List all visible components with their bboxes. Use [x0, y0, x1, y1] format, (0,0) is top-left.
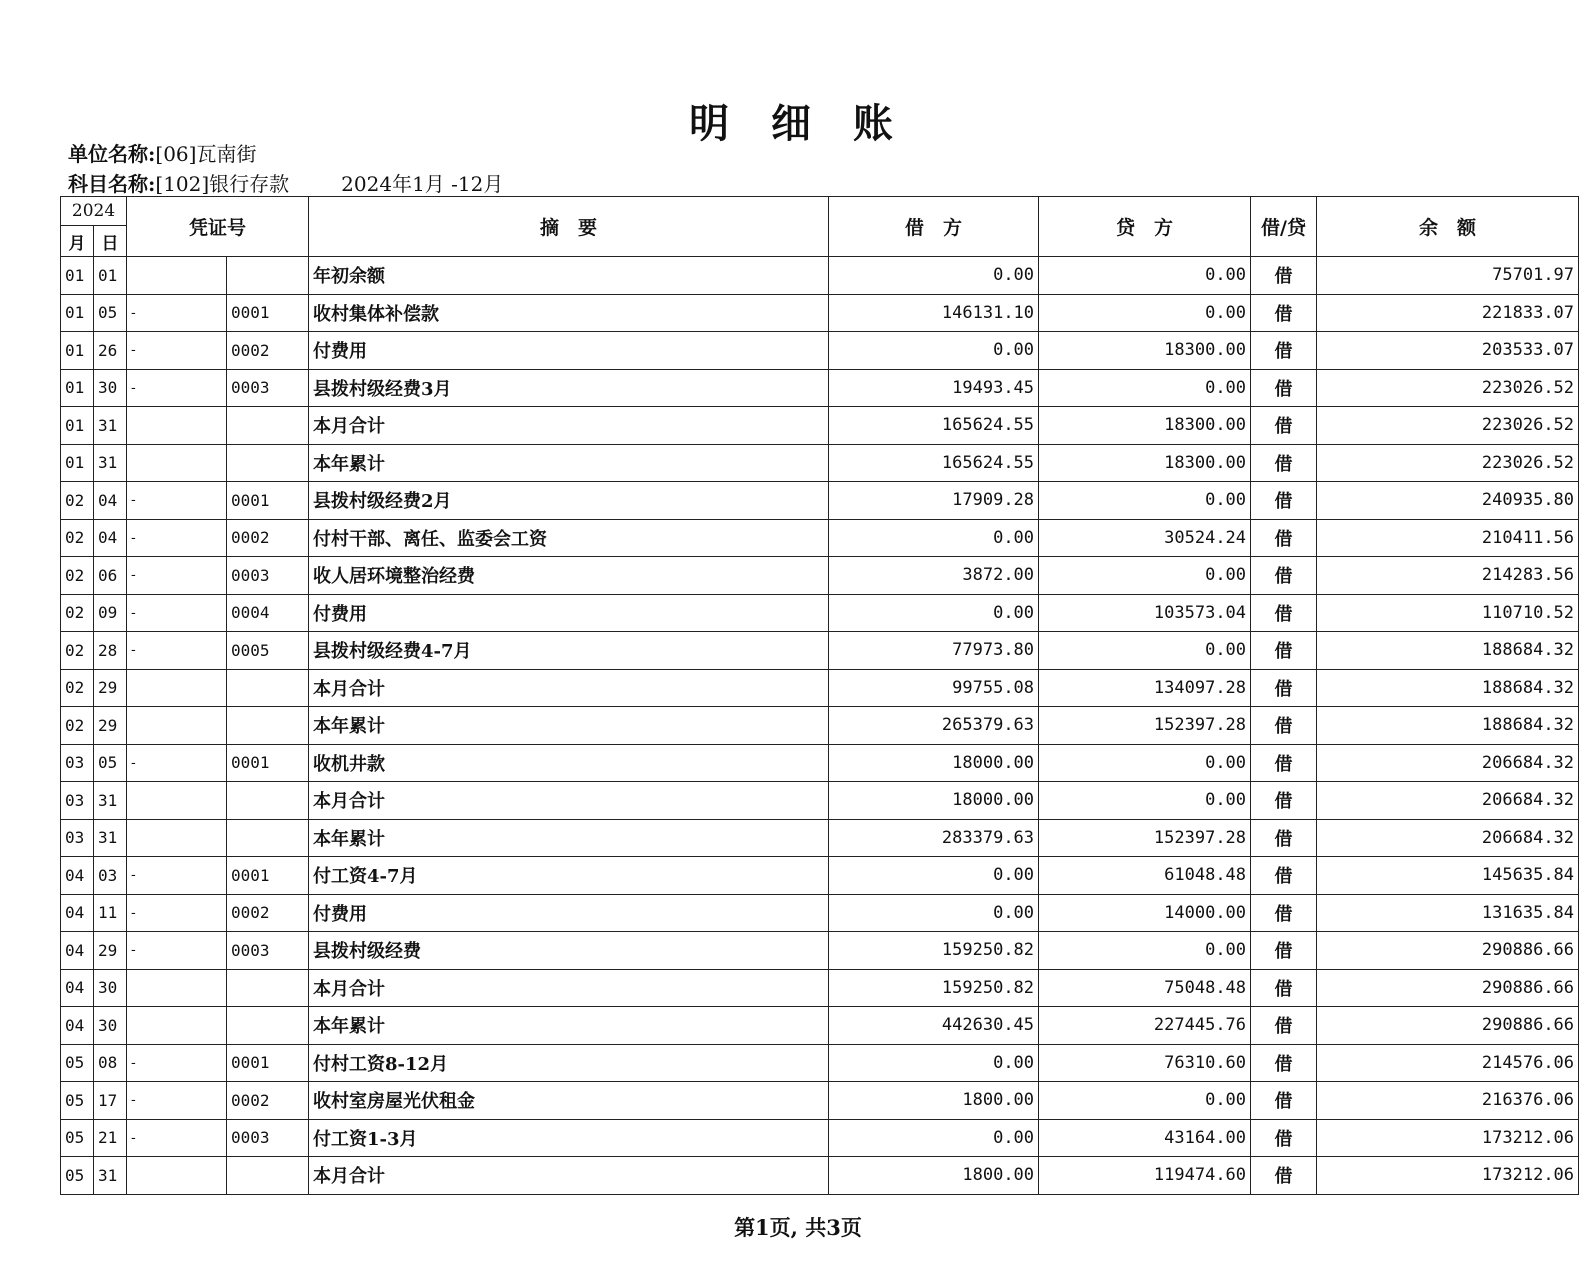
- direction-cell: 借: [1251, 857, 1317, 895]
- table-row: [61, 482, 1579, 520]
- direction-cell: 借: [1251, 482, 1317, 520]
- balance-cell: 290886.66: [1317, 969, 1579, 1007]
- voucher-type-cell: [127, 1157, 227, 1195]
- debit-cell: 442630.45: [829, 1007, 1039, 1045]
- debit-cell: 3872.00: [829, 557, 1039, 595]
- direction-cell: 借: [1251, 369, 1317, 407]
- direction-cell: 借: [1251, 707, 1317, 745]
- debit-cell: 283379.63: [829, 819, 1039, 857]
- credit-cell: 18300.00: [1039, 407, 1251, 445]
- unit-label: 单位名称:: [68, 142, 156, 166]
- day-cell: 01: [94, 257, 127, 295]
- debit-cell: 0.00: [829, 257, 1039, 295]
- voucher-number-cell: [227, 782, 309, 820]
- debit-cell: 0.00: [829, 894, 1039, 932]
- balance-cell: 216376.06: [1317, 1082, 1579, 1120]
- voucher-type-cell: [127, 1007, 227, 1045]
- unit-value: [06]瓦南街: [155, 142, 257, 166]
- day-cell: 06: [94, 557, 127, 595]
- day-cell: 30: [94, 369, 127, 407]
- debit-cell: 99755.08: [829, 669, 1039, 707]
- balance-cell: 131635.84: [1317, 894, 1579, 932]
- debit-cell: 0.00: [829, 857, 1039, 895]
- voucher-number-cell: 0002: [227, 894, 309, 932]
- balance-cell: 206684.32: [1317, 819, 1579, 857]
- table-row: [61, 744, 1579, 782]
- credit-cell: 134097.28: [1039, 669, 1251, 707]
- day-cell: 28: [94, 632, 127, 670]
- month-cell: 02: [61, 594, 94, 632]
- balance-cell: 290886.66: [1317, 1007, 1579, 1045]
- credit-cell: 152397.28: [1039, 819, 1251, 857]
- month-cell: 04: [61, 969, 94, 1007]
- voucher-number-cell: 0004: [227, 594, 309, 632]
- voucher-number-cell: [227, 819, 309, 857]
- voucher-type-cell: [127, 257, 227, 295]
- month-cell: 04: [61, 1007, 94, 1045]
- voucher-type-cell: -: [127, 519, 227, 557]
- month-cell: 04: [61, 894, 94, 932]
- voucher-type-cell: [127, 669, 227, 707]
- balance-cell: 240935.80: [1317, 482, 1579, 520]
- credit-cell: 61048.48: [1039, 857, 1251, 895]
- credit-cell: 0.00: [1039, 257, 1251, 295]
- summary-cell: 收村集体补偿款: [309, 294, 829, 332]
- table-row: [61, 669, 1579, 707]
- table-row: [61, 1082, 1579, 1120]
- balance-cell: 223026.52: [1317, 369, 1579, 407]
- voucher-number-cell: 0001: [227, 294, 309, 332]
- debit-cell: 0.00: [829, 594, 1039, 632]
- debit-cell: 165624.55: [829, 444, 1039, 482]
- voucher-number-cell: 0002: [227, 332, 309, 370]
- direction-cell: 借: [1251, 744, 1317, 782]
- debit-cell: 0.00: [829, 519, 1039, 557]
- summary-cell: 本月合计: [309, 969, 829, 1007]
- year-header: 2024: [61, 197, 127, 226]
- table-row: [61, 294, 1579, 332]
- direction-cell: 借: [1251, 1157, 1317, 1195]
- table-row: [61, 594, 1579, 632]
- credit-cell: 103573.04: [1039, 594, 1251, 632]
- balance-cell: 203533.07: [1317, 332, 1579, 370]
- summary-cell: 本年累计: [309, 1007, 829, 1045]
- voucher-type-cell: -: [127, 932, 227, 970]
- balance-cell: 110710.52: [1317, 594, 1579, 632]
- table-row: [61, 969, 1579, 1007]
- credit-cell: 119474.60: [1039, 1157, 1251, 1195]
- voucher-type-cell: [127, 819, 227, 857]
- day-cell: 30: [94, 1007, 127, 1045]
- direction-cell: 借: [1251, 444, 1317, 482]
- voucher-type-cell: -: [127, 482, 227, 520]
- voucher-number-cell: 0002: [227, 519, 309, 557]
- voucher-number-cell: [227, 257, 309, 295]
- month-cell: 03: [61, 744, 94, 782]
- month-cell: 02: [61, 632, 94, 670]
- debit-cell: 18000.00: [829, 782, 1039, 820]
- voucher-number-cell: 0005: [227, 632, 309, 670]
- summary-cell: 付工资1-3月: [309, 1119, 829, 1157]
- summary-cell: 本年累计: [309, 707, 829, 745]
- direction-cell: 借: [1251, 257, 1317, 295]
- debit-cell: 265379.63: [829, 707, 1039, 745]
- direction-cell: 借: [1251, 407, 1317, 445]
- table-row: [61, 444, 1579, 482]
- day-cell: 30: [94, 969, 127, 1007]
- summary-cell: 付费用: [309, 594, 829, 632]
- voucher-type-cell: -: [127, 857, 227, 895]
- summary-cell: 付费用: [309, 332, 829, 370]
- table-row: [61, 369, 1579, 407]
- summary-cell: 县拨村级经费3月: [309, 369, 829, 407]
- voucher-number-cell: [227, 1007, 309, 1045]
- day-cell: 29: [94, 932, 127, 970]
- day-cell: 04: [94, 519, 127, 557]
- debit-cell: 17909.28: [829, 482, 1039, 520]
- voucher-type-cell: -: [127, 632, 227, 670]
- month-cell: 05: [61, 1044, 94, 1082]
- month-cell: 02: [61, 519, 94, 557]
- table-row: [61, 1119, 1579, 1157]
- balance-cell: 214283.56: [1317, 557, 1579, 595]
- debit-cell: 1800.00: [829, 1157, 1039, 1195]
- day-cell: 31: [94, 1157, 127, 1195]
- day-cell: 31: [94, 444, 127, 482]
- voucher-number-cell: 0003: [227, 932, 309, 970]
- month-cell: 05: [61, 1082, 94, 1120]
- month-cell: 03: [61, 819, 94, 857]
- voucher-type-cell: -: [127, 744, 227, 782]
- credit-cell: 0.00: [1039, 744, 1251, 782]
- voucher-type-cell: -: [127, 594, 227, 632]
- voucher-number-cell: 0001: [227, 857, 309, 895]
- day-cell: 29: [94, 707, 127, 745]
- credit-cell: 0.00: [1039, 782, 1251, 820]
- balance-header: 余 额: [1317, 197, 1579, 257]
- voucher-type-cell: [127, 707, 227, 745]
- month-cell: 01: [61, 369, 94, 407]
- month-cell: 01: [61, 407, 94, 445]
- day-cell: 05: [94, 294, 127, 332]
- voucher-type-cell: -: [127, 332, 227, 370]
- credit-cell: 0.00: [1039, 557, 1251, 595]
- voucher-number-cell: 0001: [227, 1044, 309, 1082]
- credit-cell: 75048.48: [1039, 969, 1251, 1007]
- debit-cell: 0.00: [829, 1044, 1039, 1082]
- voucher-number-cell: 0003: [227, 557, 309, 595]
- day-cell: 21: [94, 1119, 127, 1157]
- credit-cell: 43164.00: [1039, 1119, 1251, 1157]
- voucher-type-cell: [127, 969, 227, 1007]
- summary-cell: 本年累计: [309, 819, 829, 857]
- summary-header: 摘 要: [309, 197, 829, 257]
- direction-cell: 借: [1251, 557, 1317, 595]
- balance-cell: 223026.52: [1317, 407, 1579, 445]
- credit-cell: 14000.00: [1039, 894, 1251, 932]
- balance-cell: 188684.32: [1317, 707, 1579, 745]
- direction-cell: 借: [1251, 1082, 1317, 1120]
- voucher-number-cell: [227, 444, 309, 482]
- voucher-header: 凭证号: [127, 197, 309, 257]
- month-header: 月: [61, 226, 94, 257]
- summary-cell: 付村干部、离任、监委会工资: [309, 519, 829, 557]
- summary-cell: 县拨村级经费4-7月: [309, 632, 829, 670]
- debit-cell: 146131.10: [829, 294, 1039, 332]
- voucher-number-cell: [227, 669, 309, 707]
- credit-cell: 0.00: [1039, 294, 1251, 332]
- voucher-number-cell: [227, 969, 309, 1007]
- debit-cell: 1800.00: [829, 1082, 1039, 1120]
- summary-cell: 本月合计: [309, 407, 829, 445]
- day-cell: 11: [94, 894, 127, 932]
- credit-cell: 152397.28: [1039, 707, 1251, 745]
- voucher-number-cell: [227, 1157, 309, 1195]
- credit-cell: 0.00: [1039, 482, 1251, 520]
- balance-cell: 75701.97: [1317, 257, 1579, 295]
- voucher-number-cell: [227, 407, 309, 445]
- summary-cell: 本月合计: [309, 782, 829, 820]
- balance-cell: 206684.32: [1317, 782, 1579, 820]
- balance-cell: 214576.06: [1317, 1044, 1579, 1082]
- subject-name: [68, 168, 503, 197]
- voucher-number-cell: [227, 707, 309, 745]
- month-cell: 02: [61, 669, 94, 707]
- day-cell: 08: [94, 1044, 127, 1082]
- voucher-type-cell: [127, 782, 227, 820]
- balance-cell: 221833.07: [1317, 294, 1579, 332]
- subject-value: [102]银行存款: [155, 172, 290, 196]
- page-footer: 第1页, 共3页: [734, 1215, 862, 1240]
- credit-cell: 227445.76: [1039, 1007, 1251, 1045]
- day-cell: 03: [94, 857, 127, 895]
- credit-cell: 30524.24: [1039, 519, 1251, 557]
- table-row: [61, 1007, 1579, 1045]
- credit-cell: 0.00: [1039, 932, 1251, 970]
- ledger-table: [60, 196, 1579, 1195]
- direction-cell: 借: [1251, 669, 1317, 707]
- summary-cell: 付村工资8-12月: [309, 1044, 829, 1082]
- month-cell: 04: [61, 857, 94, 895]
- table-row: [61, 932, 1579, 970]
- day-header: 日: [94, 226, 127, 257]
- summary-cell: 付工资4-7月: [309, 857, 829, 895]
- credit-cell: 18300.00: [1039, 444, 1251, 482]
- voucher-number-cell: 0001: [227, 482, 309, 520]
- voucher-type-cell: -: [127, 294, 227, 332]
- period: 2024年1月 -12月: [341, 172, 504, 196]
- direction-cell: 借: [1251, 632, 1317, 670]
- unit-name: [68, 138, 256, 167]
- summary-cell: 本月合计: [309, 1157, 829, 1195]
- summary-cell: 本年累计: [309, 444, 829, 482]
- table-row: [61, 707, 1579, 745]
- summary-cell: 收人居环境整治经费: [309, 557, 829, 595]
- month-cell: 05: [61, 1119, 94, 1157]
- voucher-type-cell: -: [127, 1044, 227, 1082]
- direction-cell: 借: [1251, 1119, 1317, 1157]
- balance-cell: 290886.66: [1317, 932, 1579, 970]
- balance-cell: 188684.32: [1317, 669, 1579, 707]
- direction-cell: 借: [1251, 519, 1317, 557]
- table-row: [61, 407, 1579, 445]
- direction-cell: 借: [1251, 294, 1317, 332]
- month-cell: 02: [61, 707, 94, 745]
- month-cell: 01: [61, 257, 94, 295]
- voucher-type-cell: -: [127, 557, 227, 595]
- voucher-number-cell: 0001: [227, 744, 309, 782]
- direction-cell: 借: [1251, 819, 1317, 857]
- table-row: [61, 894, 1579, 932]
- balance-cell: 210411.56: [1317, 519, 1579, 557]
- voucher-type-cell: [127, 407, 227, 445]
- ledger-body: [61, 257, 1579, 1195]
- month-cell: 01: [61, 444, 94, 482]
- day-cell: 31: [94, 819, 127, 857]
- voucher-type-cell: -: [127, 369, 227, 407]
- direction-cell: 借: [1251, 969, 1317, 1007]
- table-row: [61, 332, 1579, 370]
- table-row: [61, 1044, 1579, 1082]
- debit-cell: 0.00: [829, 332, 1039, 370]
- direction-cell: 借: [1251, 894, 1317, 932]
- balance-cell: 223026.52: [1317, 444, 1579, 482]
- table-row: [61, 257, 1579, 295]
- balance-cell: 188684.32: [1317, 632, 1579, 670]
- direction-cell: 借: [1251, 594, 1317, 632]
- debit-cell: 77973.80: [829, 632, 1039, 670]
- credit-header: 贷 方: [1039, 197, 1251, 257]
- page-title: 明 细 账: [689, 100, 907, 147]
- table-row: [61, 857, 1579, 895]
- voucher-type-cell: -: [127, 894, 227, 932]
- debit-header: 借 方: [829, 197, 1039, 257]
- credit-cell: 76310.60: [1039, 1044, 1251, 1082]
- balance-cell: 145635.84: [1317, 857, 1579, 895]
- table-row: [61, 782, 1579, 820]
- month-cell: 01: [61, 294, 94, 332]
- voucher-type-cell: -: [127, 1119, 227, 1157]
- debit-cell: 19493.45: [829, 369, 1039, 407]
- direction-header: 借/贷: [1251, 197, 1317, 257]
- month-cell: 03: [61, 782, 94, 820]
- month-cell: 05: [61, 1157, 94, 1195]
- debit-cell: 159250.82: [829, 969, 1039, 1007]
- table-row: [61, 557, 1579, 595]
- day-cell: 26: [94, 332, 127, 370]
- day-cell: 31: [94, 782, 127, 820]
- credit-cell: 0.00: [1039, 1082, 1251, 1120]
- day-cell: 05: [94, 744, 127, 782]
- direction-cell: 借: [1251, 332, 1317, 370]
- month-cell: 02: [61, 482, 94, 520]
- debit-cell: 0.00: [829, 1119, 1039, 1157]
- subject-label: 科目名称:: [68, 172, 156, 196]
- debit-cell: 165624.55: [829, 407, 1039, 445]
- day-cell: 29: [94, 669, 127, 707]
- summary-cell: 年初余额: [309, 257, 829, 295]
- debit-cell: 18000.00: [829, 744, 1039, 782]
- summary-cell: 县拨村级经费2月: [309, 482, 829, 520]
- balance-cell: 173212.06: [1317, 1157, 1579, 1195]
- voucher-type-cell: -: [127, 1082, 227, 1120]
- direction-cell: 借: [1251, 782, 1317, 820]
- summary-cell: 付费用: [309, 894, 829, 932]
- debit-cell: 159250.82: [829, 932, 1039, 970]
- table-row: [61, 519, 1579, 557]
- summary-cell: 本月合计: [309, 669, 829, 707]
- credit-cell: 0.00: [1039, 632, 1251, 670]
- summary-cell: 收村室房屋光伏租金: [309, 1082, 829, 1120]
- day-cell: 04: [94, 482, 127, 520]
- table-row: [61, 1157, 1579, 1195]
- summary-cell: 县拨村级经费: [309, 932, 829, 970]
- day-cell: 09: [94, 594, 127, 632]
- voucher-number-cell: 0002: [227, 1082, 309, 1120]
- month-cell: 04: [61, 932, 94, 970]
- voucher-type-cell: [127, 444, 227, 482]
- table-row: [61, 819, 1579, 857]
- voucher-number-cell: 0003: [227, 1119, 309, 1157]
- balance-cell: 173212.06: [1317, 1119, 1579, 1157]
- balance-cell: 206684.32: [1317, 744, 1579, 782]
- summary-cell: 收机井款: [309, 744, 829, 782]
- direction-cell: 借: [1251, 1007, 1317, 1045]
- month-cell: 01: [61, 332, 94, 370]
- month-cell: 02: [61, 557, 94, 595]
- direction-cell: 借: [1251, 932, 1317, 970]
- day-cell: 31: [94, 407, 127, 445]
- credit-cell: 0.00: [1039, 369, 1251, 407]
- day-cell: 17: [94, 1082, 127, 1120]
- table-row: [61, 632, 1579, 670]
- credit-cell: 18300.00: [1039, 332, 1251, 370]
- voucher-number-cell: 0003: [227, 369, 309, 407]
- direction-cell: 借: [1251, 1044, 1317, 1082]
